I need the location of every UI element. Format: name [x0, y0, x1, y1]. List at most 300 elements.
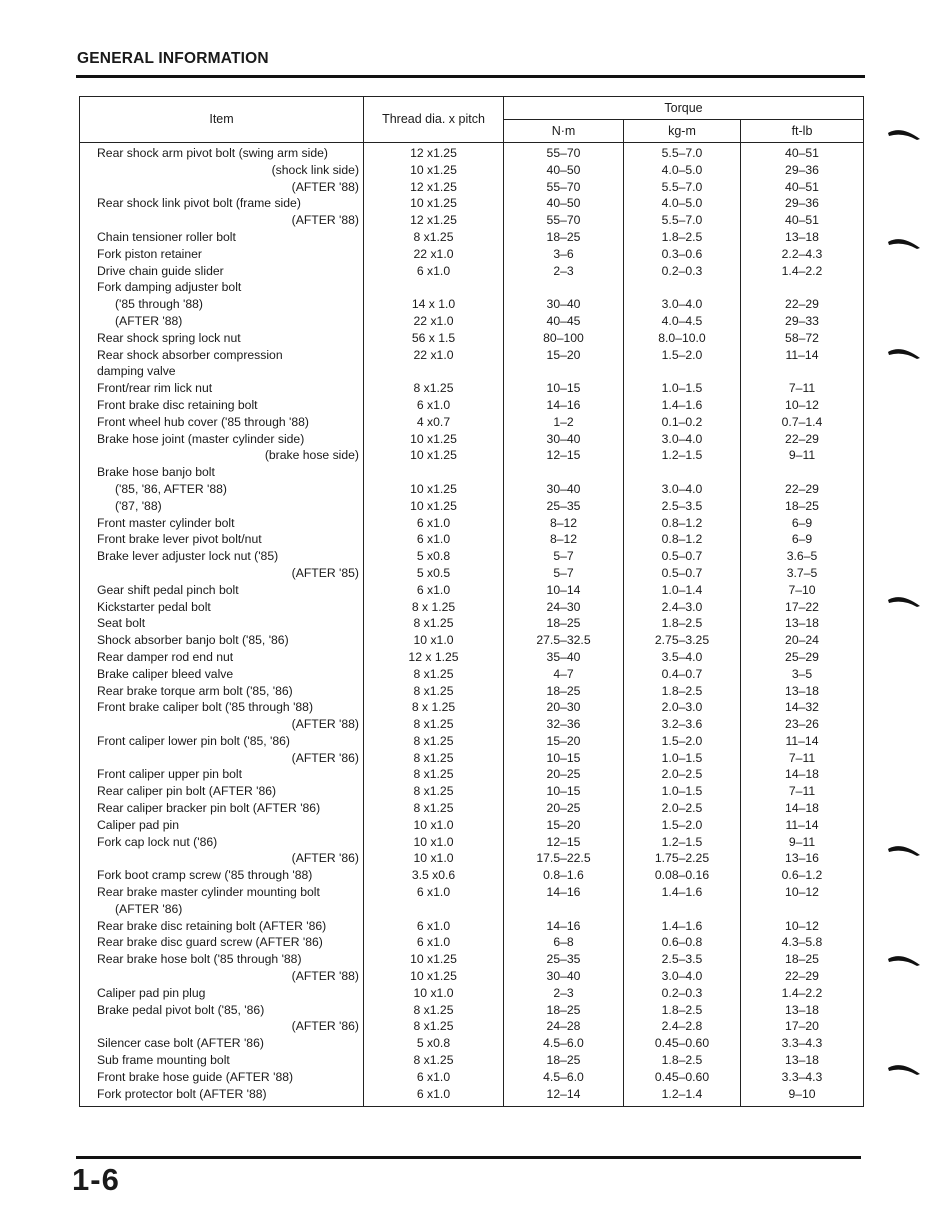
torque-ftlb-cell: 22–29 — [741, 431, 864, 448]
item-cell: (AFTER '86) — [80, 901, 364, 918]
item-cell: Caliper pad pin plug — [80, 985, 364, 1002]
table-row — [80, 1086, 864, 1107]
item-cell: Shock absorber banjo bolt ('85, '86) — [80, 632, 364, 649]
torque-ftlb-cell: 22–29 — [741, 481, 864, 498]
torque-nm-cell: 0.8–1.6 — [504, 867, 624, 884]
torque-nm-cell: 30–40 — [504, 431, 624, 448]
table-row — [80, 683, 864, 700]
thread-cell: 5 x0.5 — [364, 565, 504, 582]
torque-nm-cell: 8–12 — [504, 515, 624, 532]
torque-nm-cell: 10–14 — [504, 582, 624, 599]
table-row — [80, 313, 864, 330]
torque-kgm-cell: 8.0–10.0 — [624, 330, 741, 347]
torque-kgm-cell: 0.2–0.3 — [624, 985, 741, 1002]
torque-nm-cell: 18–25 — [504, 683, 624, 700]
thread-cell: 8 x1.25 — [364, 666, 504, 683]
thread-cell: 6 x1.0 — [364, 397, 504, 414]
table-row — [80, 1052, 864, 1069]
torque-nm-cell — [504, 363, 624, 380]
torque-nm-cell: 18–25 — [504, 615, 624, 632]
torque-ftlb-cell: 14–32 — [741, 699, 864, 716]
torque-kgm-cell: 5.5–7.0 — [624, 212, 741, 229]
item-cell: Rear brake master cylinder mounting bolt — [80, 884, 364, 901]
item-cell: Gear shift pedal pinch bolt — [80, 582, 364, 599]
torque-nm-cell: 30–40 — [504, 968, 624, 985]
torque-nm-cell: 3–6 — [504, 246, 624, 263]
thread-cell: 3.5 x0.6 — [364, 867, 504, 884]
thread-cell: 8 x1.25 — [364, 380, 504, 397]
table-row — [80, 850, 864, 867]
item-cell: Front brake disc retaining bolt — [80, 397, 364, 414]
binding-mark-icon — [887, 127, 921, 141]
torque-ftlb-cell — [741, 901, 864, 918]
thread-cell — [364, 363, 504, 380]
torque-kgm-cell: 0.5–0.7 — [624, 548, 741, 565]
torque-kgm-cell: 0.5–0.7 — [624, 565, 741, 582]
item-cell: Rear brake disc retaining bolt (AFTER '86) — [80, 918, 364, 935]
table-row — [80, 985, 864, 1002]
torque-nm-cell: 5–7 — [504, 548, 624, 565]
torque-ftlb-cell: 29–36 — [741, 162, 864, 179]
item-cell: Fork cap lock nut ('86) — [80, 834, 364, 851]
item-cell: Fork protector bolt (AFTER '88) — [80, 1086, 364, 1107]
item-cell: Chain tensioner roller bolt — [80, 229, 364, 246]
thread-cell: 22 x1.0 — [364, 246, 504, 263]
torque-kgm-cell: 1.8–2.5 — [624, 1002, 741, 1019]
item-cell: Front wheel hub cover ('85 through '88) — [80, 414, 364, 431]
header-thread: Thread dia. x pitch — [364, 97, 504, 143]
binding-mark-icon — [887, 953, 921, 967]
thread-cell: 22 x1.0 — [364, 313, 504, 330]
torque-nm-cell: 10–15 — [504, 750, 624, 767]
item-cell: (AFTER '88) — [80, 212, 364, 229]
torque-nm-cell: 27.5–32.5 — [504, 632, 624, 649]
thread-cell: 10 x1.25 — [364, 162, 504, 179]
torque-kgm-cell: 4.0–5.0 — [624, 162, 741, 179]
header-torque: Torque — [504, 97, 864, 120]
thread-cell: 8 x1.25 — [364, 800, 504, 817]
header-item: Item — [80, 97, 364, 143]
thread-cell: 8 x1.25 — [364, 1002, 504, 1019]
torque-nm-cell: 15–20 — [504, 347, 624, 364]
thread-cell: 14 x 1.0 — [364, 296, 504, 313]
item-cell: Brake hose joint (master cylinder side) — [80, 431, 364, 448]
item-cell: (AFTER '88) — [80, 179, 364, 196]
torque-ftlb-cell: 11–14 — [741, 347, 864, 364]
torque-nm-cell: 35–40 — [504, 649, 624, 666]
torque-kgm-cell: 3.0–4.0 — [624, 431, 741, 448]
torque-ftlb-cell: 20–24 — [741, 632, 864, 649]
item-cell: Brake lever adjuster lock nut ('85) — [80, 548, 364, 565]
item-cell: Fork damping adjuster bolt — [80, 279, 364, 296]
torque-nm-cell: 5–7 — [504, 565, 624, 582]
table-row — [80, 481, 864, 498]
item-cell: Front caliper lower pin bolt ('85, '86) — [80, 733, 364, 750]
torque-nm-cell: 15–20 — [504, 817, 624, 834]
torque-kgm-cell: 3.2–3.6 — [624, 716, 741, 733]
torque-nm-cell: 55–70 — [504, 179, 624, 196]
torque-kgm-cell: 1.5–2.0 — [624, 733, 741, 750]
thread-cell: 6 x1.0 — [364, 934, 504, 951]
table-row — [80, 195, 864, 212]
torque-kgm-cell: 1.0–1.5 — [624, 783, 741, 800]
torque-ftlb-cell — [741, 363, 864, 380]
thread-cell — [364, 901, 504, 918]
torque-spec-table — [79, 96, 864, 1107]
item-cell: (AFTER '88) — [80, 968, 364, 985]
item-cell: (brake hose side) — [80, 447, 364, 464]
table-row — [80, 783, 864, 800]
thread-cell: 6 x1.0 — [364, 515, 504, 532]
item-cell: (AFTER '86) — [80, 1018, 364, 1035]
thread-cell: 10 x1.25 — [364, 968, 504, 985]
thread-cell: 8 x1.25 — [364, 766, 504, 783]
item-cell: damping valve — [80, 363, 364, 380]
thread-cell: 5 x0.8 — [364, 1035, 504, 1052]
table-row — [80, 229, 864, 246]
thread-cell: 6 x1.0 — [364, 884, 504, 901]
torque-ftlb-cell: 9–10 — [741, 1086, 864, 1107]
torque-kgm-cell: 5.5–7.0 — [624, 143, 741, 162]
torque-ftlb-cell: 13–18 — [741, 229, 864, 246]
table-row — [80, 750, 864, 767]
item-cell: Brake pedal pivot bolt ('85, '86) — [80, 1002, 364, 1019]
torque-nm-cell — [504, 901, 624, 918]
torque-nm-cell: 40–50 — [504, 162, 624, 179]
table-row — [80, 884, 864, 901]
torque-nm-cell: 12–14 — [504, 1086, 624, 1107]
torque-nm-cell: 80–100 — [504, 330, 624, 347]
table-row — [80, 968, 864, 985]
torque-nm-cell: 14–16 — [504, 918, 624, 935]
torque-kgm-cell: 3.0–4.0 — [624, 481, 741, 498]
table-row — [80, 699, 864, 716]
torque-kgm-cell: 1.8–2.5 — [624, 1052, 741, 1069]
item-cell: Front brake caliper bolt ('85 through '88) — [80, 699, 364, 716]
item-cell: Front master cylinder bolt — [80, 515, 364, 532]
item-cell: Rear caliper bracker pin bolt (AFTER '86) — [80, 800, 364, 817]
item-cell: Kickstarter pedal bolt — [80, 599, 364, 616]
thread-cell: 10 x1.25 — [364, 481, 504, 498]
thread-cell: 22 x1.0 — [364, 347, 504, 364]
table-row — [80, 431, 864, 448]
item-cell: Fork piston retainer — [80, 246, 364, 263]
table-row — [80, 766, 864, 783]
torque-nm-cell: 15–20 — [504, 733, 624, 750]
thread-cell: 5 x0.8 — [364, 548, 504, 565]
torque-kgm-cell: 3.0–4.0 — [624, 296, 741, 313]
torque-ftlb-cell: 3.6–5 — [741, 548, 864, 565]
thread-cell: 10 x1.0 — [364, 817, 504, 834]
torque-kgm-cell: 2.5–3.5 — [624, 498, 741, 515]
torque-nm-cell: 4.5–6.0 — [504, 1069, 624, 1086]
torque-ftlb-cell: 23–26 — [741, 716, 864, 733]
header-ftlb: ft-lb — [741, 120, 864, 143]
torque-ftlb-cell: 3.7–5 — [741, 565, 864, 582]
thread-cell: 12 x 1.25 — [364, 649, 504, 666]
binding-mark-icon — [887, 594, 921, 608]
table-row — [80, 464, 864, 481]
torque-ftlb-cell: 18–25 — [741, 498, 864, 515]
torque-kgm-cell: 1.5–2.0 — [624, 817, 741, 834]
item-cell: Rear shock absorber compression — [80, 347, 364, 364]
torque-nm-cell: 14–16 — [504, 397, 624, 414]
torque-ftlb-cell: 18–25 — [741, 951, 864, 968]
torque-nm-cell: 25–35 — [504, 951, 624, 968]
table-row — [80, 296, 864, 313]
table-row — [80, 330, 864, 347]
torque-ftlb-cell: 9–11 — [741, 834, 864, 851]
torque-ftlb-cell: 0.7–1.4 — [741, 414, 864, 431]
thread-cell: 8 x 1.25 — [364, 599, 504, 616]
torque-nm-cell: 10–15 — [504, 783, 624, 800]
torque-nm-cell: 14–16 — [504, 884, 624, 901]
table-row — [80, 599, 864, 616]
torque-kgm-cell: 1.4–1.6 — [624, 884, 741, 901]
thread-cell: 10 x1.0 — [364, 632, 504, 649]
torque-kgm-cell: 4.0–4.5 — [624, 313, 741, 330]
thread-cell: 6 x1.0 — [364, 1069, 504, 1086]
thread-cell: 4 x0.7 — [364, 414, 504, 431]
table-row — [80, 666, 864, 683]
torque-ftlb-cell: 1.4–2.2 — [741, 985, 864, 1002]
table-row — [80, 212, 864, 229]
item-cell: (shock link side) — [80, 162, 364, 179]
table-row — [80, 918, 864, 935]
table-row — [80, 716, 864, 733]
torque-nm-cell: 8–12 — [504, 531, 624, 548]
thread-cell: 10 x1.0 — [364, 850, 504, 867]
torque-ftlb-cell: 13–18 — [741, 1002, 864, 1019]
table-row — [80, 934, 864, 951]
item-cell: Front/rear rim lick nut — [80, 380, 364, 397]
torque-ftlb-cell: 22–29 — [741, 296, 864, 313]
torque-nm-cell: 17.5–22.5 — [504, 850, 624, 867]
torque-ftlb-cell: 40–51 — [741, 212, 864, 229]
table-row — [80, 498, 864, 515]
item-cell: Rear caliper pin bolt (AFTER '86) — [80, 783, 364, 800]
torque-nm-cell: 18–25 — [504, 1002, 624, 1019]
table-row — [80, 162, 864, 179]
torque-ftlb-cell: 3.3–4.3 — [741, 1035, 864, 1052]
thread-cell: 56 x 1.5 — [364, 330, 504, 347]
page-title: GENERAL INFORMATION — [77, 50, 269, 67]
torque-ftlb-cell: 14–18 — [741, 766, 864, 783]
torque-ftlb-cell: 7–11 — [741, 783, 864, 800]
torque-ftlb-cell: 13–18 — [741, 615, 864, 632]
torque-kgm-cell: 3.5–4.0 — [624, 649, 741, 666]
torque-ftlb-cell: 11–14 — [741, 817, 864, 834]
torque-ftlb-cell: 17–22 — [741, 599, 864, 616]
table-header — [80, 97, 864, 143]
torque-kgm-cell: 1.5–2.0 — [624, 347, 741, 364]
table-row — [80, 279, 864, 296]
thread-cell: 12 x1.25 — [364, 212, 504, 229]
torque-nm-cell: 55–70 — [504, 212, 624, 229]
torque-kgm-cell: 2.5–3.5 — [624, 951, 741, 968]
torque-ftlb-cell: 29–33 — [741, 313, 864, 330]
thread-cell: 12 x1.25 — [364, 143, 504, 162]
torque-ftlb-cell: 0.6–1.2 — [741, 867, 864, 884]
item-cell: Caliper pad pin — [80, 817, 364, 834]
torque-kgm-cell: 1.0–1.5 — [624, 380, 741, 397]
torque-kgm-cell: 1.2–1.4 — [624, 1086, 741, 1107]
torque-nm-cell: 25–35 — [504, 498, 624, 515]
thread-cell: 6 x1.0 — [364, 1086, 504, 1107]
thread-cell: 8 x1.25 — [364, 750, 504, 767]
item-cell: (AFTER '85) — [80, 565, 364, 582]
torque-kgm-cell — [624, 279, 741, 296]
thread-cell: 8 x1.25 — [364, 229, 504, 246]
torque-nm-cell: 2–3 — [504, 985, 624, 1002]
torque-kgm-cell: 0.45–0.60 — [624, 1035, 741, 1052]
table-row — [80, 414, 864, 431]
header-kgm: kg-m — [624, 120, 741, 143]
table-body — [80, 143, 864, 1107]
torque-ftlb-cell: 14–18 — [741, 800, 864, 817]
thread-cell: 10 x1.25 — [364, 951, 504, 968]
torque-kgm-cell: 2.0–2.5 — [624, 800, 741, 817]
page-number: 1-6 — [72, 1162, 120, 1197]
table-row — [80, 615, 864, 632]
item-cell: Rear shock link pivot bolt (frame side) — [80, 195, 364, 212]
torque-ftlb-cell: 6–9 — [741, 531, 864, 548]
item-cell: Rear damper rod end nut — [80, 649, 364, 666]
table-row — [80, 1018, 864, 1035]
torque-ftlb-cell: 3–5 — [741, 666, 864, 683]
table-row — [80, 951, 864, 968]
footer-rule — [76, 1156, 861, 1159]
torque-kgm-cell: 1.4–1.6 — [624, 397, 741, 414]
torque-ftlb-cell: 3.3–4.3 — [741, 1069, 864, 1086]
torque-kgm-cell: 0.2–0.3 — [624, 263, 741, 280]
item-cell: (AFTER '86) — [80, 850, 364, 867]
torque-ftlb-cell: 10–12 — [741, 918, 864, 935]
table-row — [80, 380, 864, 397]
torque-kgm-cell: 2.0–2.5 — [624, 766, 741, 783]
table-row — [80, 1035, 864, 1052]
item-cell: Drive chain guide slider — [80, 263, 364, 280]
torque-kgm-cell: 5.5–7.0 — [624, 179, 741, 196]
torque-nm-cell: 4.5–6.0 — [504, 1035, 624, 1052]
torque-kgm-cell: 0.1–0.2 — [624, 414, 741, 431]
thread-cell: 8 x1.25 — [364, 733, 504, 750]
thread-cell: 8 x1.25 — [364, 1018, 504, 1035]
torque-nm-cell: 55–70 — [504, 143, 624, 162]
table-row — [80, 867, 864, 884]
torque-kgm-cell: 0.8–1.2 — [624, 531, 741, 548]
item-cell: ('87, '88) — [80, 498, 364, 515]
torque-ftlb-cell: 10–12 — [741, 884, 864, 901]
item-cell: ('85 through '88) — [80, 296, 364, 313]
torque-kgm-cell: 2.0–3.0 — [624, 699, 741, 716]
torque-kgm-cell: 1.2–1.5 — [624, 447, 741, 464]
torque-kgm-cell — [624, 464, 741, 481]
thread-cell: 8 x 1.25 — [364, 699, 504, 716]
torque-ftlb-cell: 4.3–5.8 — [741, 934, 864, 951]
torque-kgm-cell: 2.4–3.0 — [624, 599, 741, 616]
torque-ftlb-cell: 22–29 — [741, 968, 864, 985]
item-cell: Sub frame mounting bolt — [80, 1052, 364, 1069]
torque-kgm-cell: 4.0–5.0 — [624, 195, 741, 212]
thread-cell: 12 x1.25 — [364, 179, 504, 196]
torque-nm-cell: 12–15 — [504, 447, 624, 464]
header-rule — [76, 75, 865, 78]
table-row — [80, 447, 864, 464]
item-cell: Front brake lever pivot bolt/nut — [80, 531, 364, 548]
binding-mark-icon — [887, 1062, 921, 1076]
torque-kgm-cell: 3.0–4.0 — [624, 968, 741, 985]
torque-nm-cell: 30–40 — [504, 481, 624, 498]
torque-kgm-cell: 1.0–1.5 — [624, 750, 741, 767]
torque-nm-cell — [504, 464, 624, 481]
torque-nm-cell: 30–40 — [504, 296, 624, 313]
torque-ftlb-cell: 29–36 — [741, 195, 864, 212]
torque-kgm-cell: 2.75–3.25 — [624, 632, 741, 649]
torque-ftlb-cell: 13–18 — [741, 1052, 864, 1069]
torque-nm-cell: 24–28 — [504, 1018, 624, 1035]
header-nm: N·m — [504, 120, 624, 143]
torque-ftlb-cell: 9–11 — [741, 447, 864, 464]
table-row — [80, 548, 864, 565]
table-row — [80, 1002, 864, 1019]
table-row — [80, 632, 864, 649]
torque-kgm-cell: 0.8–1.2 — [624, 515, 741, 532]
torque-kgm-cell: 1.75–2.25 — [624, 850, 741, 867]
torque-ftlb-cell: 6–9 — [741, 515, 864, 532]
item-cell: Seat bolt — [80, 615, 364, 632]
table-row — [80, 901, 864, 918]
table-row — [80, 397, 864, 414]
table-row — [80, 179, 864, 196]
torque-ftlb-cell: 13–16 — [741, 850, 864, 867]
binding-mark-icon — [887, 236, 921, 250]
torque-kgm-cell — [624, 901, 741, 918]
table-row — [80, 582, 864, 599]
table-row — [80, 363, 864, 380]
item-cell: (AFTER '86) — [80, 750, 364, 767]
torque-nm-cell: 20–25 — [504, 766, 624, 783]
thread-cell: 10 x1.25 — [364, 447, 504, 464]
table-row — [80, 515, 864, 532]
table-row — [80, 733, 864, 750]
torque-kgm-cell: 0.6–0.8 — [624, 934, 741, 951]
table-row — [80, 565, 864, 582]
torque-ftlb-cell — [741, 464, 864, 481]
torque-kgm-cell — [624, 363, 741, 380]
torque-ftlb-cell: 13–18 — [741, 683, 864, 700]
item-cell: Silencer case bolt (AFTER '86) — [80, 1035, 364, 1052]
thread-cell: 10 x1.25 — [364, 498, 504, 515]
torque-ftlb-cell: 11–14 — [741, 733, 864, 750]
item-cell: Rear brake disc guard screw (AFTER '86) — [80, 934, 364, 951]
torque-kgm-cell: 1.2–1.5 — [624, 834, 741, 851]
torque-kgm-cell: 0.4–0.7 — [624, 666, 741, 683]
torque-nm-cell: 4–7 — [504, 666, 624, 683]
thread-cell — [364, 464, 504, 481]
table-row — [80, 649, 864, 666]
item-cell: Rear brake hose bolt ('85 through '88) — [80, 951, 364, 968]
torque-ftlb-cell — [741, 279, 864, 296]
torque-kgm-cell: 1.0–1.4 — [624, 582, 741, 599]
torque-ftlb-cell: 7–11 — [741, 380, 864, 397]
item-cell: Rear shock arm pivot bolt (swing arm side) — [80, 143, 364, 162]
item-cell: (AFTER '88) — [80, 716, 364, 733]
item-cell: Brake caliper bleed valve — [80, 666, 364, 683]
thread-cell: 6 x1.0 — [364, 531, 504, 548]
torque-kgm-cell: 1.8–2.5 — [624, 229, 741, 246]
torque-ftlb-cell: 17–20 — [741, 1018, 864, 1035]
